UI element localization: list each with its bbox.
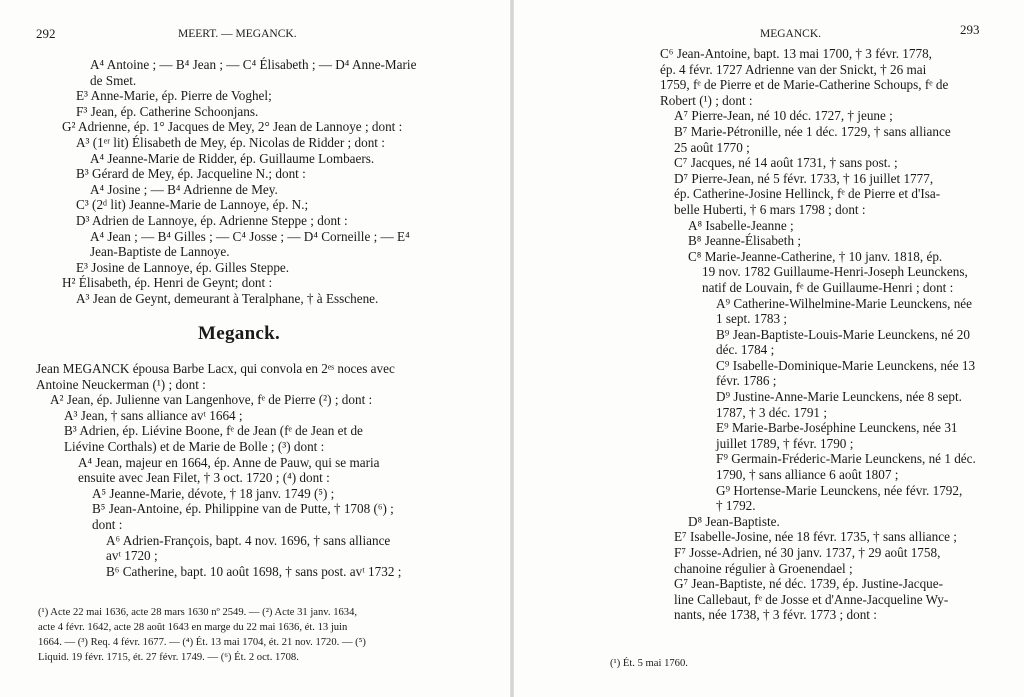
text-line: D⁹ Justine-Anne-Marie Leunckens, née 8 sept. [716, 389, 962, 405]
text-line: dont : [92, 516, 123, 532]
right-body-block [660, 46, 976, 623]
text-line: D⁸ Jean-Baptiste. [688, 513, 780, 529]
text-line: line Callebaut, fᵉ de Josse et d'Anne-Jacqueline Wy- [674, 591, 949, 607]
text-line: févr. 1786 ; [716, 373, 777, 389]
text-line: B⁹ Jean-Baptiste-Louis-Marie Leunckens, né 20 [716, 326, 970, 342]
text-line: E⁷ Isabelle-Josine, née 18 févr. 1735, † sans alliance ; [674, 529, 957, 545]
text-line: avᵗ 1720 ; [106, 548, 158, 564]
text-line: A⁴ Jean ; — B⁴ Gilles ; — C⁴ Josse ; — D⁴ Corneille ; — E⁴ [90, 228, 410, 244]
left-footnotes [38, 605, 366, 665]
text-line: C³ (2ᵈ lit) Jeanne-Marie de Lannoye, ép. N.; [76, 197, 309, 213]
text-line: déc. 1784 ; [716, 342, 775, 358]
text-line: B⁸ Jeanne-Élisabeth ; [688, 233, 801, 249]
text-line: de Smet. [90, 72, 137, 88]
text-line: Jean-Baptiste de Lannoye. [90, 244, 230, 260]
text-line: E⁹ Marie-Barbe-Joséphine Leunckens, née 31 [716, 420, 958, 436]
footnote-line: (¹) Acte 22 mai 1636, acte 28 mars 1630 nº 2549. — (²) Acte 31 janv. 1634, [38, 607, 358, 618]
text-line: B³ Gérard de Mey, ép. Jacqueline N.; dont : [76, 166, 306, 182]
text-line: A² Jean, ép. Julienne van Langenhove, fᵉ de Pierre (²) ; dont : [50, 392, 373, 408]
text-line: Jean MEGANCK épousa Barbe Lacx, qui convola en 2ᵉˢ noces avec [36, 361, 395, 376]
text-line: C⁸ Marie-Jeanne-Catherine, † 10 janv. 1818, ép. [688, 248, 943, 264]
footnote-line: Liquid. 19 févr. 1715, ét. 27 févr. 1749. — (⁶) Ét. 2 oct. 1708. [38, 652, 299, 663]
text-line: A⁴ Antoine ; — B⁴ Jean ; — C⁴ Élisabeth ; — D⁴ Anne-Marie [90, 57, 417, 72]
text-line: F⁷ Josse-Adrien, né 30 janv. 1737, † 29 août 1758, [674, 545, 941, 560]
text-line: F⁹ Germain-Fréderic-Marie Leunckens, né 1 déc. [716, 451, 976, 467]
text-line: chanoine régulier à Groenendael ; [674, 560, 853, 576]
right-footnote-lines [610, 656, 688, 671]
text-line: juillet 1789, † févr. 1790 ; [716, 435, 854, 451]
left-running-head: MEERT. — MEGANCK. [178, 28, 297, 40]
text-line: C⁶ Jean-Antoine, bapt. 13 mai 1700, † 3 févr. 1778, [660, 46, 932, 61]
text-line: F³ Jean, ép. Catherine Schoonjans. [76, 103, 259, 119]
left-section-block [36, 361, 401, 579]
text-line: B⁶ Catherine, bapt. 10 août 1698, † sans post. avᵗ 1732 ; [106, 563, 402, 579]
text-line: A⁴ Jean, majeur en 1664, ép. Anne de Pauw, qui se maria [78, 454, 380, 470]
text-line: A⁹ Catherine-Wilhelmine-Marie Leunckens, née [716, 295, 972, 311]
right-running-head: MEGANCK. [760, 28, 822, 40]
left-page-number: 292 [36, 26, 56, 41]
text-line: A⁴ Josine ; — B⁴ Adrienne de Mey. [90, 181, 278, 197]
text-line: 19 nov. 1782 Guillaume-Henri-Joseph Leunckens, [702, 264, 968, 280]
text-line: B⁵ Jean-Antoine, ép. Philippine van de Putte, † 1708 (⁶) ; [92, 501, 394, 517]
text-line: C⁷ Jacques, né 14 août 1731, † sans post. ; [674, 155, 898, 171]
footnote-line: (¹) Ét. 5 mai 1760. [610, 658, 688, 669]
text-line: ép. Catherine-Josine Hellinck, fᵉ de Pierre et d'Isa- [674, 186, 941, 202]
text-line: 25 août 1770 ; [674, 139, 750, 155]
left-top-block [62, 57, 416, 307]
text-line: H² Élisabeth, ép. Henri de Geynt; dont : [62, 275, 273, 291]
text-line: B³ Adrien, ép. Liévine Boone, fᵉ de Jean (fᵉ de Jean et de [64, 423, 363, 439]
text-line: Antoine Neuckerman (¹) ; dont : [36, 376, 206, 392]
text-line: A³ Jean de Geynt, demeurant à Teralphane, † à Esschene. [76, 290, 379, 306]
text-line: A⁸ Isabelle-Jeanne ; [688, 217, 794, 233]
footnote-line: 1664. — (³) Req. 4 févr. 1677. — (⁴) Ét. 13 mai 1704, ét. 21 nov. 1720. — (⁵) [38, 637, 366, 648]
text-line: A⁴ Jeanne-Marie de Ridder, ép. Guillaume Lombaers. [90, 150, 375, 166]
text-line: D⁷ Pierre-Jean, né 5 févr. 1733, † 16 juillet 1777, [674, 170, 934, 186]
text-line: E³ Josine de Lannoye, ép. Gilles Steppe. [76, 259, 290, 275]
text-line: E³ Anne-Marie, ép. Pierre de Voghel; [76, 88, 272, 104]
text-line: Robert (¹) ; dont : [660, 92, 753, 108]
right-page-number: 293 [960, 22, 980, 37]
text-line: G⁷ Jean-Baptiste, né déc. 1739, ép. Justine-Jacque- [674, 576, 943, 592]
text-line: 1759, fᵉ de Pierre et de Marie-Catherine Schoups, fᵉ de [660, 77, 949, 93]
text-line: Liévine Corthals) et de Marie de Bolle ; (³) dont : [64, 438, 325, 454]
text-line: G² Adrienne, ép. 1° Jacques de Mey, 2° Jean de Lannoye ; dont : [62, 119, 403, 135]
text-line: A⁶ Adrien-François, bapt. 4 nov. 1696, † sans alliance [106, 532, 391, 548]
text-line: C⁹ Isabelle-Dominique-Marie Leunckens, née 13 [716, 357, 976, 373]
left-top-lines [62, 57, 416, 307]
footnote-line: acte 4 févr. 1642, acte 28 août 1643 en marge du 22 mai 1636, ét. 13 juin [38, 622, 348, 633]
text-line: A³ (1ᵉʳ lit) Élisabeth de Mey, ép. Nicolas de Ridder ; dont : [76, 134, 385, 150]
text-line: belle Huberti, † 6 mars 1798 ; dont : [674, 201, 866, 217]
text-line: B⁷ Marie-Pétronille, née 1 déc. 1729, † sans alliance [674, 123, 951, 139]
text-line: † 1792. [716, 498, 756, 514]
text-line: A³ Jean, † sans alliance avᵗ 1664 ; [64, 407, 243, 423]
text-line: ensuite avec Jean Filet, † 3 oct. 1720 ; (⁴) dont : [78, 470, 330, 486]
right-footnotes [610, 656, 688, 671]
text-line: natif de Louvain, fᵉ de Guillaume-Henri ; dont : [702, 279, 954, 295]
text-line: 1 sept. 1783 ; [716, 311, 788, 327]
text-line: ép. 4 févr. 1727 Adrienne van der Snickt, † 26 mai [660, 61, 927, 77]
section-title: Meganck. [198, 323, 281, 344]
left-footnote-lines [38, 605, 366, 665]
text-line: nants, née 1738, † 3 févr. 1773 ; dont : [674, 607, 877, 623]
text-line: D³ Adrien de Lannoye, ép. Adrienne Steppe ; dont : [76, 212, 348, 228]
text-line: A⁷ Pierre-Jean, né 10 déc. 1727, † jeune ; [674, 108, 893, 124]
text-line: A⁵ Jeanne-Marie, dévote, † 18 janv. 1749 (⁵) ; [92, 485, 335, 501]
text-line: 1787, † 3 déc. 1791 ; [716, 404, 827, 420]
text-line: 1790, † sans alliance 6 août 1807 ; [716, 467, 899, 483]
left-section-lines [36, 361, 401, 579]
right-body-lines [660, 46, 976, 623]
right-page [512, 0, 1024, 697]
text-line: G⁹ Hortense-Marie Leunckens, née févr. 1792, [716, 482, 963, 498]
